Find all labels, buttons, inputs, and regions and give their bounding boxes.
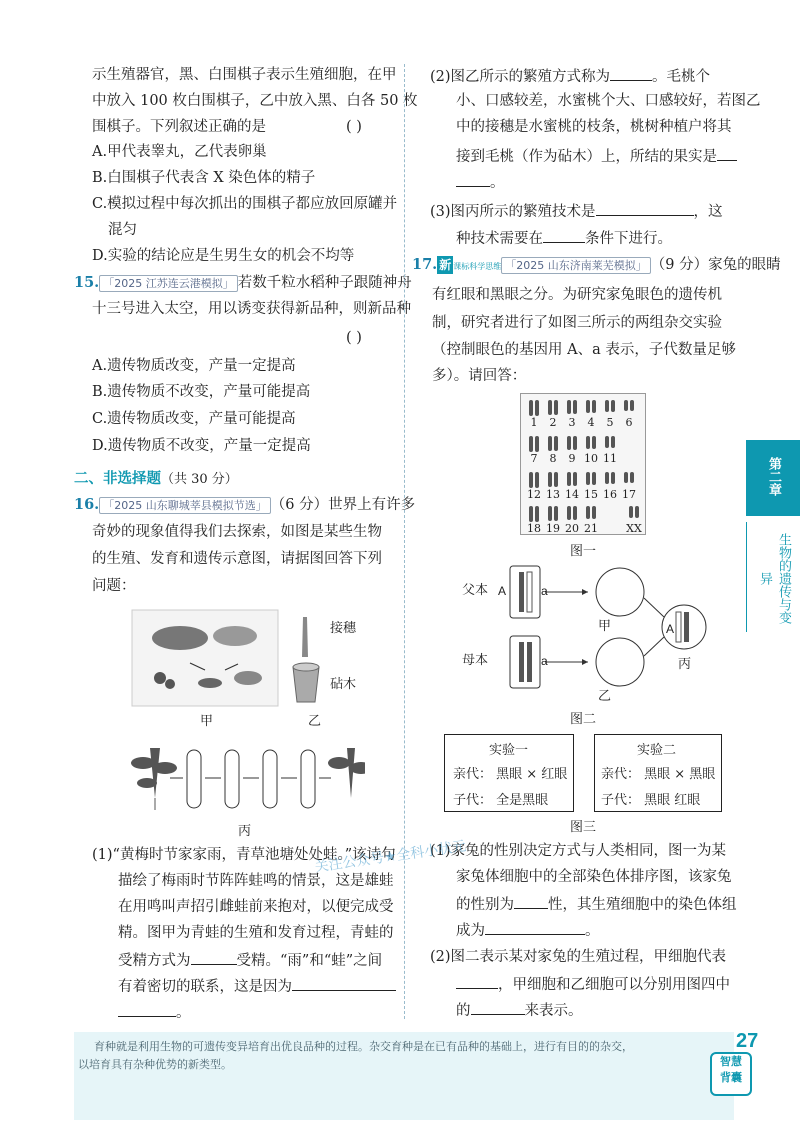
condition-blank[interactable]	[543, 228, 585, 243]
father-label: 父本	[462, 583, 489, 598]
q14-stem-line2: 中放入 100 枚白围棋子，乙中放入黑、白各 50 枚	[92, 93, 418, 109]
mother-cell	[510, 636, 540, 688]
chromosome-pair	[584, 436, 598, 452]
chromosome-pair	[565, 506, 579, 522]
topic-label: 生物的遗传与变异	[757, 532, 791, 624]
q16-1-period: 。	[176, 1005, 191, 1021]
exp2-offspring: 子代： 黑眼 红眼	[601, 793, 701, 808]
q16-2-line4	[456, 146, 737, 166]
q17-stem-line3: 制，研究者进行了如图三所示的两组杂交实验	[432, 315, 722, 331]
chromosome-pair	[622, 472, 636, 488]
footer-line2: 以培育具有杂种优势的新类型。	[78, 1058, 232, 1071]
chromosome-pair	[603, 400, 617, 416]
q16-3-line1a: (3)图丙所示的繁殖技术是	[430, 204, 596, 220]
chromosome-pair	[527, 400, 541, 416]
chromosome-number: 15	[584, 488, 598, 501]
offspring-gene-A: A	[666, 622, 675, 636]
q16-1-line4: 精。图甲为青蛙的生殖和发育过程，青蛙的	[118, 925, 394, 941]
cell-jia	[596, 568, 644, 616]
chromosome-number: 17	[622, 488, 636, 501]
q15-option-b: B.遗传物质不改变，产量可能提高	[92, 384, 311, 400]
chromosome-pair	[546, 472, 560, 488]
q17-1-line4a: 成为	[456, 923, 485, 939]
figure-3-caption: 图三	[570, 820, 597, 835]
mother-gene-a: a	[541, 654, 548, 668]
frog-adult-icon	[152, 626, 208, 650]
chromosome-number: 1	[530, 416, 538, 429]
grafting-figure	[285, 612, 335, 707]
q16-line1	[74, 496, 415, 514]
q15-option-d: D.遗传物质不改变，产量一定提高	[92, 438, 311, 454]
q15-stem-line2: 十三号进入太空，用以诱变获得新品种，则新品种	[92, 301, 411, 317]
label-rootstock: 砧木	[330, 677, 357, 692]
chromosome-number: 7	[530, 452, 538, 465]
chromosome-pair	[565, 400, 579, 416]
chromosome-pair	[603, 472, 617, 488]
q16-stem1: （6 分）世界上有许多	[270, 497, 416, 513]
chromosome-pair	[527, 472, 541, 488]
cell-bing-label: 丙	[678, 657, 692, 672]
cell-jia-blank[interactable]	[456, 974, 498, 989]
chromosome-number: 18	[527, 522, 541, 535]
karyotype-figure	[520, 393, 646, 535]
q15-line1	[74, 274, 412, 292]
figure4-blank[interactable]	[471, 1000, 525, 1015]
new-curriculum-sub: 课标科学思维	[453, 262, 502, 271]
q15-source-tag: 「2025 江苏连云港模拟」	[99, 275, 238, 292]
q17-1-period: 。	[585, 923, 600, 939]
mother-label: 母本	[462, 653, 489, 668]
footer-line1: 育种就是利用生物的可遗传变异培育出优良品种的过程。杂交育种是在已有品种的基础上，进行有目的的杂交，	[94, 1040, 633, 1053]
figure-yi-caption: 乙	[308, 714, 322, 729]
chromosome-number: 16	[603, 488, 617, 501]
footer-tip-box	[74, 1032, 734, 1120]
chromosome-number: 13	[546, 488, 560, 501]
section-heading	[74, 470, 238, 489]
q16-3-line2a: 种技术需要在	[456, 231, 543, 247]
column-divider	[404, 64, 405, 1019]
chromosome-pair	[546, 436, 560, 452]
q16-1-line3: 在用鸣叫声招引雌蛙前来抱对，以便完成受	[118, 899, 394, 915]
fruit-blank-2[interactable]	[456, 172, 490, 187]
q15-answer-paren: ( )	[346, 330, 362, 346]
q14-option-a: A.甲代表睾丸，乙代表卵巢	[92, 144, 267, 160]
wisdom-badge-line1: 智慧	[720, 1055, 742, 1068]
q16-3-line2	[456, 228, 672, 248]
exp1-offspring: 子代： 全是黑眼	[453, 793, 549, 808]
q16-number: 16.	[74, 496, 100, 513]
watermark-text: 关注公众号★全科小状元	[313, 838, 468, 876]
q15-stem1: 若数千粒水稻种子跟随神舟	[237, 275, 412, 291]
chromosome-number: 6	[625, 416, 633, 429]
q14-stem-line3: 围棋子。下列叙述正确的是	[92, 119, 266, 135]
new-curriculum-badge: 新	[439, 258, 452, 272]
q16-1-line6	[118, 976, 396, 996]
exp1-parents: 亲代： 黑眼 × 红眼	[453, 767, 568, 782]
q16-2-line3: 中的接穗是水蜜桃的枝条，桃树种植户将其	[456, 119, 732, 135]
reason-blank-2[interactable]	[118, 1002, 176, 1017]
section-title: 二、非选择题	[74, 470, 161, 487]
q17-stem-line4: （控制眼色的基因用 A、a 表示，子代数量足够	[432, 342, 736, 358]
label-scion: 接穗	[330, 621, 357, 636]
chapter-tab[interactable]	[746, 440, 800, 516]
chromosome-number: XX	[626, 522, 642, 535]
q17-stem-line5: 多）。请回答：	[432, 368, 527, 384]
q16-2-period: 。	[490, 175, 505, 191]
exp2-title: 实验二	[637, 743, 677, 758]
q17-stem1: （9 分）家兔的眼睛	[650, 257, 781, 273]
q16-2-line2: 小、口感较差，水蜜桃个大、口感较好，若图乙	[456, 93, 761, 109]
q17-2-line3	[456, 1000, 583, 1020]
q17-2-line2	[456, 974, 730, 994]
q15-option-c: C.遗传物质改变，产量可能提高	[92, 411, 296, 427]
q16-1-line7	[118, 1002, 191, 1022]
q15-number: 15.	[74, 274, 100, 291]
chromosome-pair	[565, 472, 579, 488]
q16-1-line2: 描绘了梅雨时节阵阵蛙鸣的情景，这是雄蛙	[118, 873, 394, 889]
chromosome-pair	[546, 400, 560, 416]
chromosome-pair	[627, 506, 641, 522]
chromosome-number: 10	[584, 452, 598, 465]
frog-lifecycle-figure	[130, 608, 280, 708]
q17-source-tag: 「2025 山东济南莱芜模拟」	[501, 257, 651, 274]
chromosome-number: 14	[565, 488, 579, 501]
q16-stem-line3: 的生殖、发育和遗传示意图，请据图回答下列	[92, 551, 382, 567]
q17-1-line2: 家兔体细胞中的全部染色体排序图，该家兔	[456, 869, 732, 885]
propagation-blank[interactable]	[610, 66, 652, 81]
exp1-title: 实验一	[489, 743, 529, 758]
q16-2-line1	[430, 66, 710, 86]
q14-option-c: C.模拟过程中每次抓出的围棋子都应放回原罐并	[92, 196, 398, 212]
q16-1-line5	[118, 950, 382, 970]
q16-2-line5	[456, 172, 505, 192]
q16-1-line1: (1)“黄梅时节家家雨，青草池塘处处蛙。”该诗句	[92, 847, 396, 863]
q16-stem-line4: 问题：	[92, 578, 136, 594]
figure-2-caption: 图二	[570, 712, 597, 727]
q16-2-line4a: 接到毛桃（作为砧木）上，所结的果实是	[456, 149, 717, 165]
chromosome-blank[interactable]	[485, 920, 585, 935]
fertilization-blank[interactable]	[191, 950, 237, 965]
wisdom-badge	[710, 1052, 752, 1096]
q16-3-line2b: 条件下进行。	[585, 231, 672, 247]
figure-bing-caption: 丙	[238, 824, 252, 839]
chromosome-pair	[584, 472, 598, 488]
q17-1-line3a: 的性别为	[456, 897, 514, 913]
q17-1-line4	[456, 920, 600, 940]
q17-1-line3b: 性，其生殖细胞中的染色体组	[548, 897, 737, 913]
q16-1-line5b: 受精。“雨”和“蛙”之间	[236, 953, 383, 969]
topic-tab	[746, 522, 800, 632]
q14-option-c-cont: 混匀	[108, 222, 137, 238]
q14-answer-paren: ( )	[346, 119, 362, 135]
chromosome-number: 2	[549, 416, 557, 429]
chapter-label: 第二章	[766, 456, 781, 496]
fruit-blank-1[interactable]	[717, 146, 737, 161]
reason-blank-1[interactable]	[292, 976, 396, 991]
q14-option-b: B.白围棋子代表含 X 染色体的精子	[92, 170, 316, 186]
q14-stem-line1: 示生殖器官，黑、白围棋子表示生殖细胞，在甲	[92, 67, 397, 83]
q16-stem-line2: 奇妙的现象值得我们去探索，如图是某些生物	[92, 524, 382, 540]
chromosome-number: 12	[527, 488, 541, 501]
chromosome-number: 9	[568, 452, 576, 465]
q17-line1	[412, 256, 781, 276]
exp2-parents: 亲代： 黑眼 × 黑眼	[601, 767, 716, 782]
technique-blank[interactable]	[596, 201, 694, 216]
q16-3-line1b: ，这	[693, 204, 723, 220]
chromosome-number: 21	[584, 522, 598, 535]
q17-number: 17.	[412, 256, 438, 273]
wisdom-badge-line2: 背囊	[720, 1071, 742, 1084]
chromosome-number: 19	[546, 522, 560, 535]
tissue-culture-figure	[125, 738, 365, 818]
sex-blank[interactable]	[514, 894, 548, 909]
chromosome-pair	[527, 436, 541, 452]
chromosome-pair	[622, 400, 636, 416]
chromosome-pair	[546, 506, 560, 522]
father-cell	[510, 566, 540, 618]
chromosome-number: 3	[568, 416, 576, 429]
q17-2-line1: (2)图二表示某对家兔的生殖过程，甲细胞代表	[430, 949, 727, 965]
q16-2-line1a: (2)图乙所示的繁殖方式称为	[430, 69, 611, 85]
cell-yi	[596, 638, 644, 686]
q16-1-line6a: 有着密切的联系，这是因为	[118, 979, 292, 995]
chromosome-number: 5	[606, 416, 614, 429]
q17-stem-line2: 有红眼和黑眼之分。为研究家兔眼色的遗传机	[432, 287, 722, 303]
q17-2-line3a: 的	[456, 1003, 471, 1019]
q17-1-line1: (1)家兔的性别决定方式与人类相同，图一为某	[430, 843, 727, 859]
chromosome-number: 20	[565, 522, 579, 535]
figure-jia-caption: 甲	[200, 714, 214, 729]
chromosome-pair	[584, 400, 598, 416]
q17-2-line3b: 来表示。	[524, 1003, 583, 1019]
q14-option-d: D.实验的结论应是生男生女的机会不均等	[92, 248, 355, 264]
q16-1-line5a: 受精方式为	[118, 953, 191, 969]
q15-option-a: A.遗传物质改变，产量一定提高	[92, 358, 296, 374]
cell-yi-label: 乙	[598, 689, 612, 704]
q16-source-tag: 「2025 山东聊城莘县模拟节选」	[99, 497, 271, 514]
chromosome-number: 4	[587, 416, 595, 429]
chromosome-pair	[603, 436, 617, 452]
q16-2-line1b: 。毛桃个	[652, 69, 711, 85]
figure-1-caption: 图一	[570, 544, 597, 559]
section-points: （共 30 分）	[161, 472, 238, 487]
father-gene-a: a	[541, 584, 548, 598]
experiment-2-box	[594, 734, 722, 812]
q17-1-line3	[456, 894, 737, 914]
father-gene-A: A	[498, 584, 507, 598]
chromosome-number: 11	[603, 452, 617, 465]
experiment-1-box	[444, 734, 574, 812]
chromosome-number: 8	[549, 452, 557, 465]
page-number: 27	[736, 1030, 759, 1052]
cell-jia-label: 甲	[598, 619, 612, 634]
q16-3-line1	[430, 201, 723, 221]
q17-2-line2a: ，甲细胞和乙细胞可以分别用图四中	[498, 977, 730, 993]
chromosome-pair	[584, 506, 598, 522]
chromosome-pair	[527, 506, 541, 522]
chromosome-pair	[565, 436, 579, 452]
